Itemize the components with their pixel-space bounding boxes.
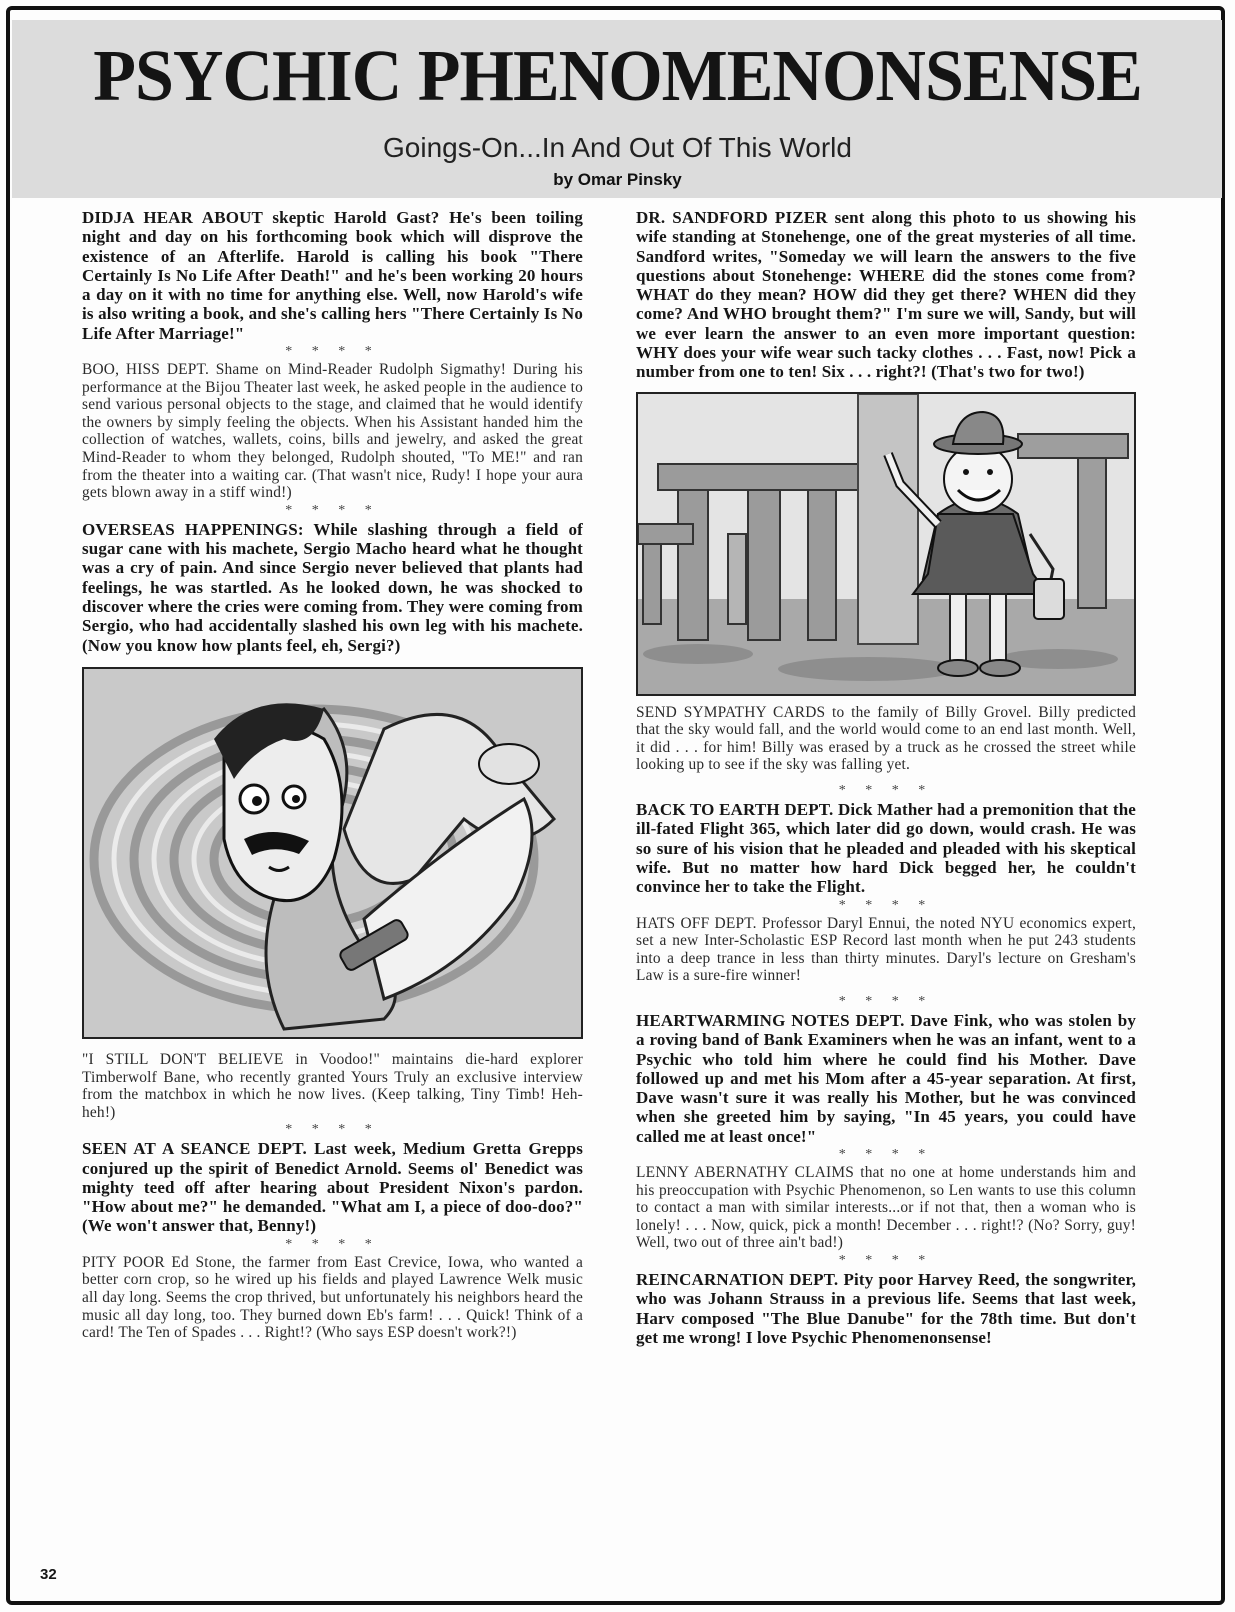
item-heartwarming: HEARTWARMING NOTES DEPT. Dave Fink, who was stolen by a roving band of Bank Examiners when he was an infant, went to a Psychic who told him where he could find his Mother. Dave followed up and met his Mom after a 45-year separation. At first, Dave wasn't sure it was really his Mother, but he was convinced when she greeted him by saying, "In 45 years, you could have called me at least once!" xyxy=(636,1010,1136,1146)
separator: * * * * xyxy=(838,897,934,913)
separator: * * * * xyxy=(838,1252,934,1268)
item-reincarnation: REINCARNATION DEPT. Pity poor Harvey Reed, the songwriter, who was Johann Strauss in a previous life. Seems that last week, Harv composed "The Blue Danube" for the 78th time. But don't get me wrong! I love Psychic Phenomenonsense! xyxy=(636,1269,1136,1347)
item-didja: DIDJA HEAR ABOUT skeptic Harold Gast? He's been toiling night and day on his forthcoming book which will disprove the existence of an Afterlife. Harold is calling his book "There Certainly Is No Life After Death!" and he's been working 20 hours a day on it with no time for anything else. Well, now Harold's wife is also writing a book, and she's calling hers "There Certainly Is No Life After Marriage!" xyxy=(82,208,583,343)
item-hats-off: HATS OFF DEPT. Professor Daryl Ennui, the noted NYU economics expert, set a new Inter-Scholastic ESP Record last month when he put 243 students into a deep trance in less than thirty minutes. Daryl's lecture on Gresham's Law is a sure-fire winner! xyxy=(636,914,1136,985)
separator: * * * * xyxy=(285,1122,380,1138)
separator: * * * * xyxy=(838,1146,934,1162)
separator: * * * * xyxy=(285,344,380,360)
item-pizer: DR. SANDFORD PIZER sent along this photo to us showing his wife standing at Stonehenge, one of the great mysteries of all time. Sandford writes, "Someday we will learn the answers to the five questions about Stonehenge: WHERE did the stones come from? WHAT do they mean? HOW did they get there? WHEN did they come? And WHO brought them?" I'm sure we will, Sandy, but will we ever learn the answer to an even more important question: WHY does your wife wear such tacky clothes . . . Fast, now! Pick a number from one to ten! Six . . . right?! (That's two for two!) xyxy=(636,208,1136,382)
caption-voodoo: "I STILL DON'T BELIEVE in Voodoo!" maintains die-hard explorer Timberwolf Bane, who recently granted Yours Truly an exclusive interview from the matchbox in which he now lives. (Keep talking, Tiny Timb! Heh-heh!) xyxy=(82,1050,583,1121)
page-number: 32 xyxy=(40,1566,57,1583)
byline: by Omar Pinsky xyxy=(553,170,682,189)
right-column xyxy=(636,208,1136,1347)
separator: * * * * xyxy=(285,502,380,518)
left-column xyxy=(82,208,583,1342)
page-subtitle: Goings-On...In And Out Of This World xyxy=(383,132,852,163)
separator: * * * * xyxy=(285,1236,380,1252)
item-overseas: OVERSEAS HAPPENINGS: While slashing through a field of sugar cane with his machete, Sergio Macho heard what he thought was a cry of pain. And since Sergio never believed that plants had feelings, he was startled. As he looked down, he was shocked to discover where the cries were coming from. They were coming from Sergio, who had accidentally slashed his own leg with his machete. (Now you know how plants feel, eh, Sergi?) xyxy=(82,519,583,655)
stonehenge-illustration-art xyxy=(638,394,1134,694)
item-boo-hiss: BOO, HISS DEPT. Shame on Mind-Reader Rudolph Sigmathy! During his performance at the Bijou Theater last week, he asked people in the audience to send various personal objects to the stage, and claimed that he would identify the owners by simply feeling the objects. When his Assistant handed him the collection of watches, wallets, coins, bills and jewelry, and asked the great Mind-Reader to whom they belonged, Rudolph shouted, "To ME!" and ran from the theater into a waiting car. (That wasn't nice, Rudy! I hope your aura gets blown away in a stiff wind!) xyxy=(82,361,583,502)
item-pity-poor: PITY POOR Ed Stone, the farmer from East Crevice, Iowa, who wanted a better corn crop, so he wired up his fields and played Lawrence Welk music all day long. Seems the crop thrived, but unfortunately his neighbors heard the music all day long, too. They burned down Eb's farm! . . . Quick! Think of a card! The Ten of Spades . . . Right!? (Who says ESP doesn't work?!) xyxy=(82,1253,583,1342)
item-lenny: LENNY ABERNATHY CLAIMS that no one at home understands him and his preoccupation with Psychic Phenomenon, so Len wants to use this column to contact a man with similar interests...or if not that, then a woman who is lonely! . . . Now, quick, pick a month! December . . . right!? (No? Sorry, guy! Well, two out of three ain't bad!) xyxy=(636,1163,1136,1252)
item-seance: SEEN AT A SEANCE DEPT. Last week, Medium Gretta Grepps conjured up the spirit of Benedict Arnold. Seems ol' Benedict was mighty teed off after hearing about President Nixon's pardon. "How about me?" he demanded. "What am I, a piece of doo-doo?" (We won't answer that, Benny!) xyxy=(82,1139,583,1236)
item-sympathy: SEND SYMPATHY CARDS to the family of Billy Grovel. Billy predicted that the sky would fall, and the world would come to an end last month. Well, it did . . . for him! Billy was erased by a truck as he crossed the street while looking up to see if the sky was falling yet. xyxy=(636,703,1136,774)
item-back-to-earth: BACK TO EARTH DEPT. Dick Mather had a premonition that the ill-fated Flight 365, which later did go down, would crash. He was so sure of his vision that he pleaded and pleaded with his skeptical wife. But no matter how hard Dick begged her, he couldn't convince her to take the Flight. xyxy=(636,800,1136,897)
stonehenge-illustration xyxy=(636,392,1136,696)
separator: * * * * xyxy=(838,783,934,799)
page-title: PSYCHIC PHENOMENONSENSE xyxy=(93,36,1142,117)
machete-illustration-art xyxy=(84,669,581,1037)
separator: * * * * xyxy=(838,993,934,1009)
machete-illustration xyxy=(82,667,583,1039)
